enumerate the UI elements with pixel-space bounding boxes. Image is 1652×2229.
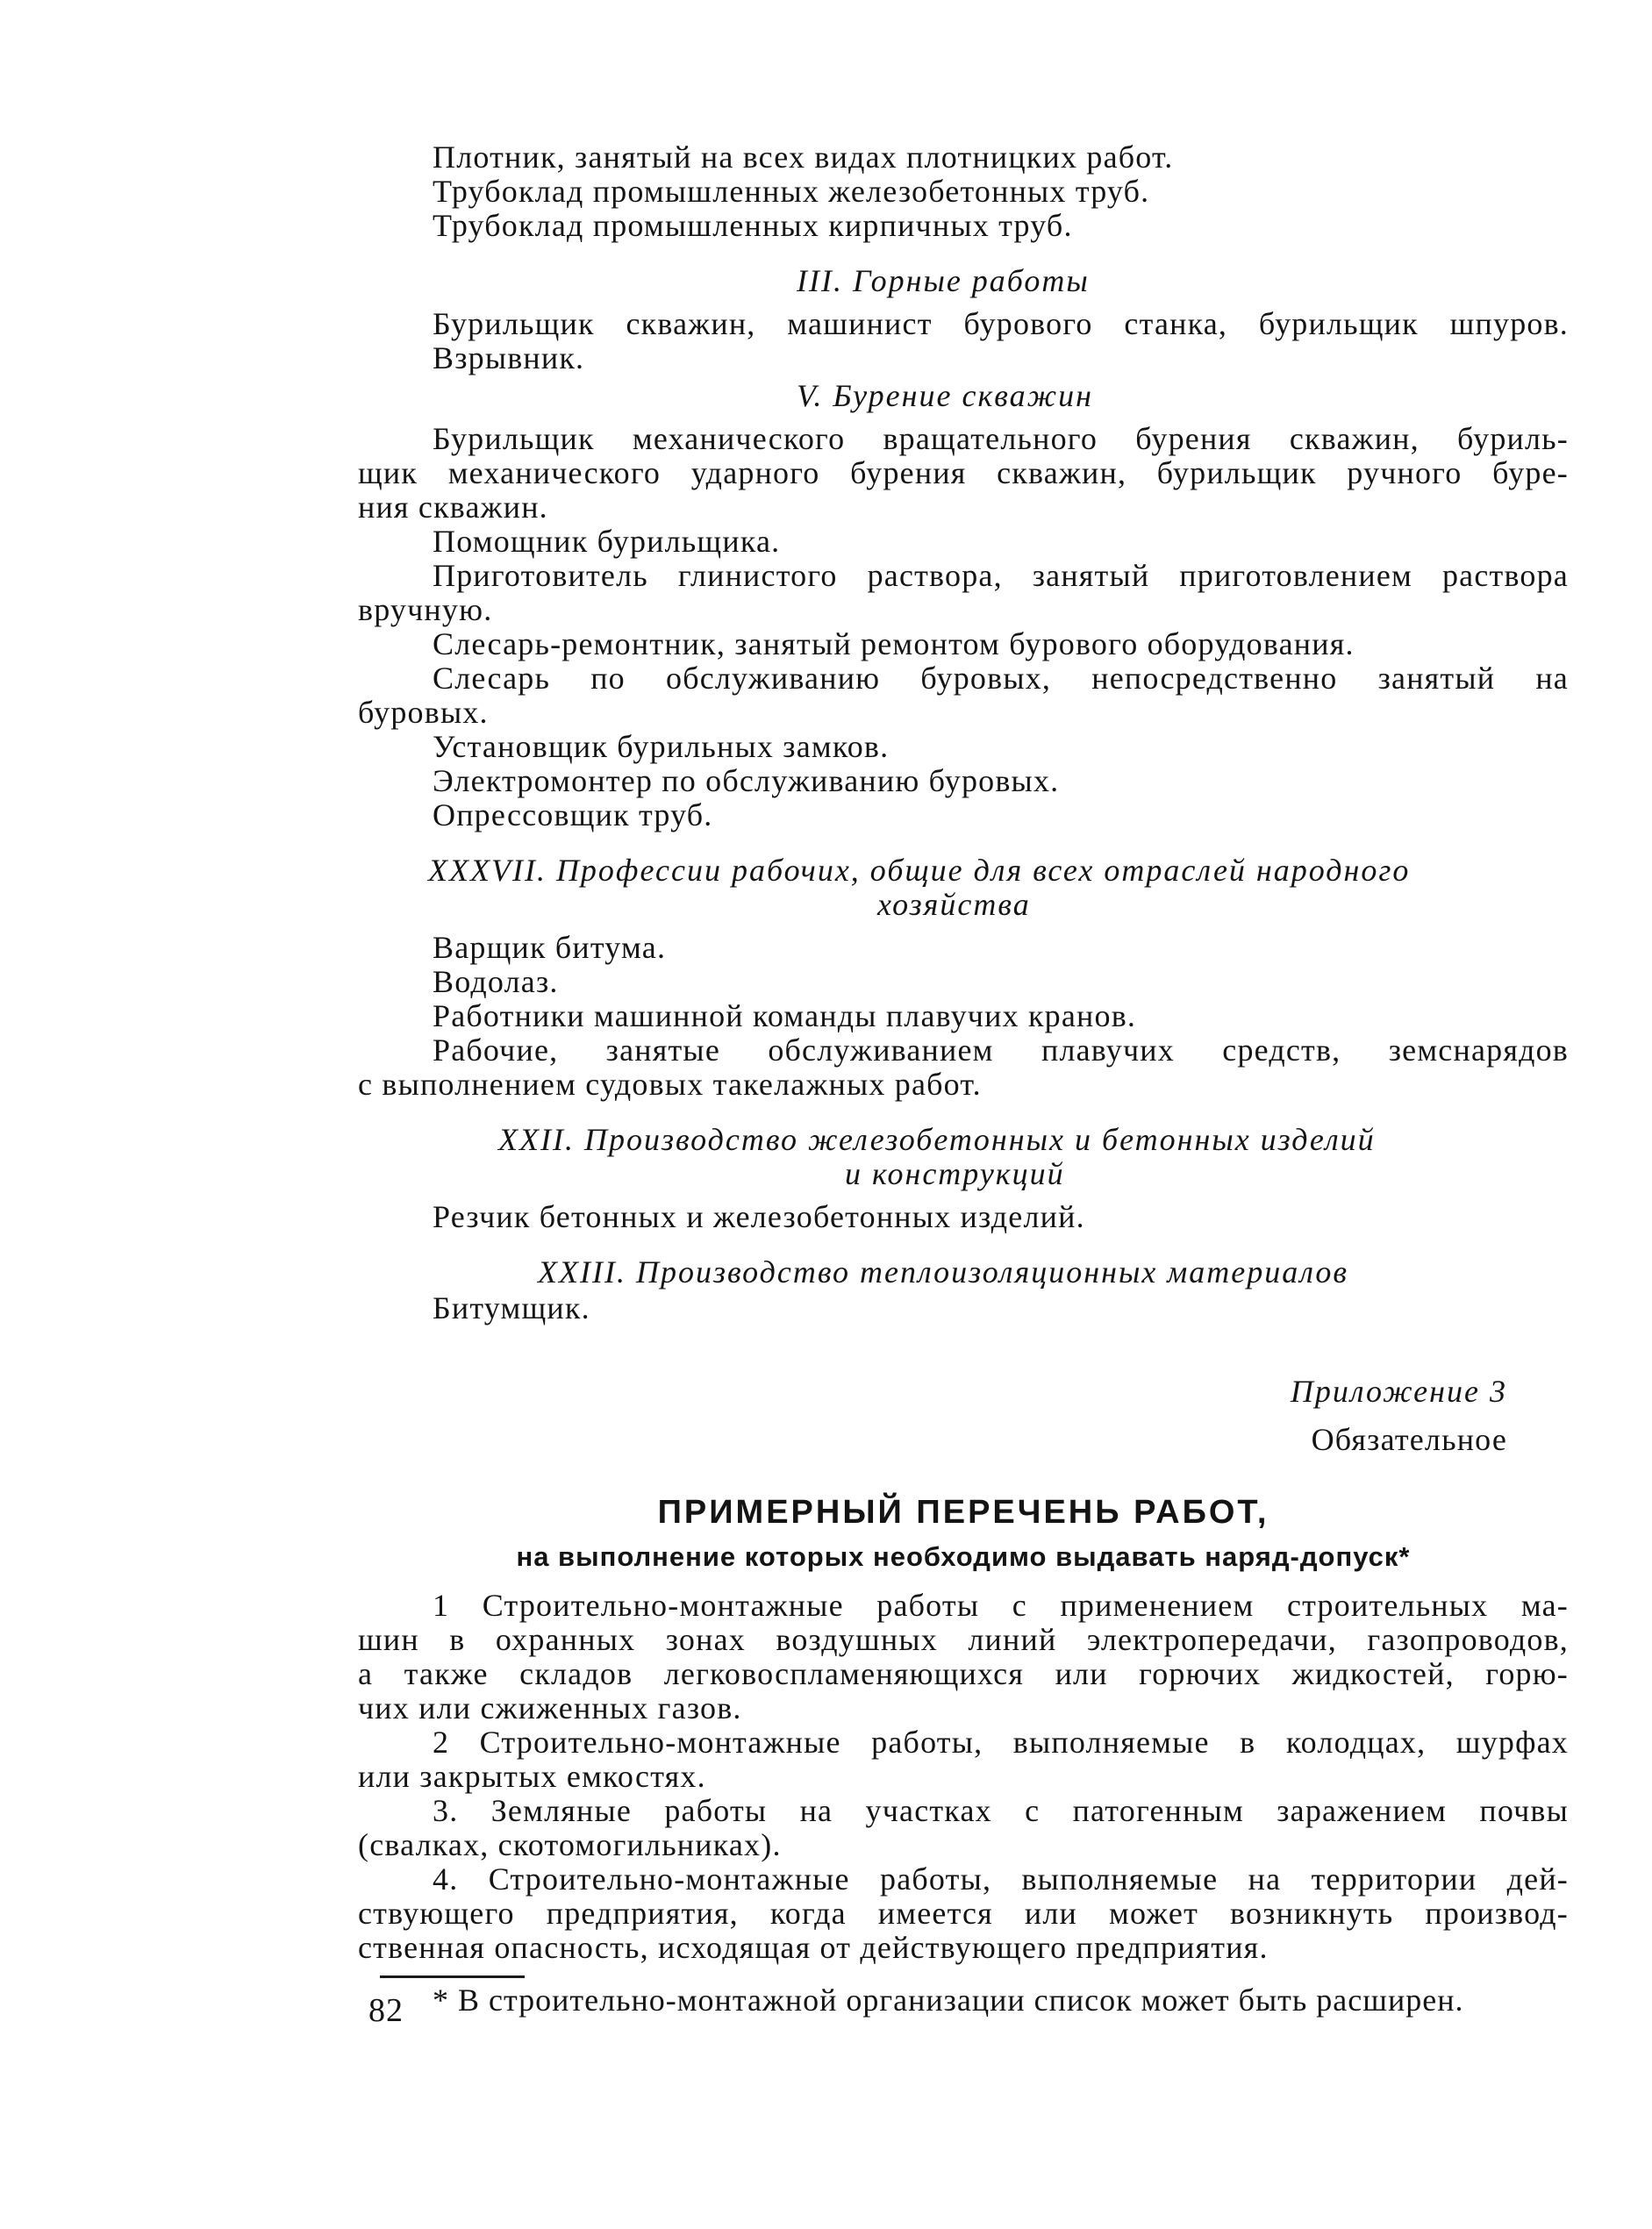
section-heading-insulation: XXIII. Производство теплоизоляционных материалов [538, 1254, 1349, 1290]
list-item: Слесарь-ремонтник, занятый ремонтом бурового оборудования. [433, 626, 1355, 661]
paragraph-line: 3. Земляные работы на участках с патогенным заражением почвы [433, 1793, 1569, 1828]
footnote: * В строительно-монтажной организации список может быть расширен. [433, 1983, 1464, 2018]
paragraph-line: Слесарь по обслуживанию буровых, непосредственно занятый на [433, 661, 1569, 696]
work-item [358, 1794, 1569, 1862]
list-item: Трубоклад промышленных кирпичных труб. [433, 208, 1073, 243]
paragraph-rig-mechanic [358, 661, 1569, 730]
list-item: Битумщик. [433, 1290, 590, 1325]
list-item: Работники машинной команды плавучих кранов. [433, 998, 1137, 1033]
paragraph-line: (свалках, скотомогильниках). [358, 1827, 782, 1862]
paragraph-line: а также складов легковоспламеняющихся или горючих жидкостей, горю- [358, 1656, 1569, 1691]
page-title: ПРИМЕРНЫЙ ПЕРЕЧЕНЬ РАБОТ, [657, 1494, 1269, 1531]
list-item: Электромонтер по обслуживанию буровых. [433, 763, 1060, 798]
paragraph-line: Рабочие, занятые обслуживанием плавучих средств, земснарядов [433, 1032, 1569, 1068]
paragraph-line: щик механического ударного бурения скважин, бурильщик ручного буре- [358, 455, 1569, 490]
work-item [358, 1725, 1569, 1794]
paragraph-line: ния скважин. [358, 489, 548, 525]
page-subtitle: на выполнение которых необходимо выдавать наряд-допуск* [516, 1541, 1411, 1572]
paragraph-floating-workers [358, 1033, 1569, 1102]
section-list-carpentry [358, 140, 1569, 243]
paragraph-driller [358, 422, 1569, 525]
paragraph-line: чих или сжиженных газов. [358, 1690, 742, 1725]
paragraph-line: 4. Строительно-монтажные работы, выполняемые на территории дей- [433, 1861, 1569, 1897]
page-number: 82 [368, 1992, 404, 2029]
list-item: Установщик бурильных замков. [433, 729, 890, 764]
section-heading-drilling: V. Бурение скважин [797, 378, 1094, 413]
paragraph-line: ственная опасность, исходящая от действующего предприятия. [358, 1930, 1269, 1965]
list-item: Варщик битума. [433, 930, 667, 965]
paragraph-line: 2 Строительно-монтажные работы, выполняемые в колодцах, шурфах [433, 1725, 1569, 1760]
appendix-status: Обязательное [1311, 1422, 1507, 1457]
paragraph-line: с выполнением судовых такелажных работ. [358, 1067, 982, 1102]
section-heading-line: XXXVII. Профессии рабочих, общие для всех отраслей народного [428, 853, 1411, 888]
work-item [358, 1589, 1569, 1725]
paragraph-line: ствующего предприятия, когда имеется или может возникнуть производ- [358, 1896, 1569, 1931]
work-item [358, 1862, 1569, 1965]
paragraph-line: Приготовитель глинистого раствора, занятый приготовлением раствора [433, 558, 1569, 593]
list-item: Плотник, занятый на всех видах плотницких работ. [433, 139, 1174, 175]
paragraph-line: 1 Строительно-монтажные работы с применением строительных ма- [433, 1588, 1569, 1623]
section-heading-line: хозяйства [877, 887, 1031, 922]
appendix-label: Приложение 3 [1290, 1374, 1507, 1409]
footnote-rule [380, 1975, 525, 1978]
paragraph-line: вручную. [358, 592, 493, 627]
paragraph-line: Бурильщик механического вращательного бурения скважин, буриль- [433, 421, 1569, 456]
list-item: Опрессовщик труб. [433, 797, 713, 832]
section-heading-concrete [358, 1123, 1569, 1191]
document-page [358, 140, 1569, 2018]
section-heading-general-professions [358, 854, 1569, 922]
list-item: Бурильщик скважин, машинист бурового станка, бурильщик шпуров. [433, 306, 1569, 341]
paragraph-line: буровых. [358, 695, 489, 730]
paragraph-line: шин в охранных зонах воздушных линий электропередачи, газопроводов, [358, 1622, 1569, 1657]
list-item: Водолаз. [433, 964, 559, 999]
paragraph-line: или закрытых емкостях. [358, 1759, 706, 1794]
section-heading-line: и конструкций [845, 1156, 1065, 1191]
list-item: Резчик бетонных и железобетонных изделий. [433, 1199, 1085, 1234]
work-list [358, 1589, 1569, 1965]
paragraph-mud-preparer [358, 559, 1569, 627]
list-item: Трубоклад промышленных железобетонных труб. [433, 174, 1150, 209]
list-item: Помощник бурильщика. [433, 524, 781, 559]
section-heading-mining: III. Горные работы [797, 263, 1090, 298]
list-item: Взрывник. [433, 340, 585, 375]
section-heading-line: XXII. Производство железобетонных и бетонных изделий [498, 1122, 1376, 1157]
